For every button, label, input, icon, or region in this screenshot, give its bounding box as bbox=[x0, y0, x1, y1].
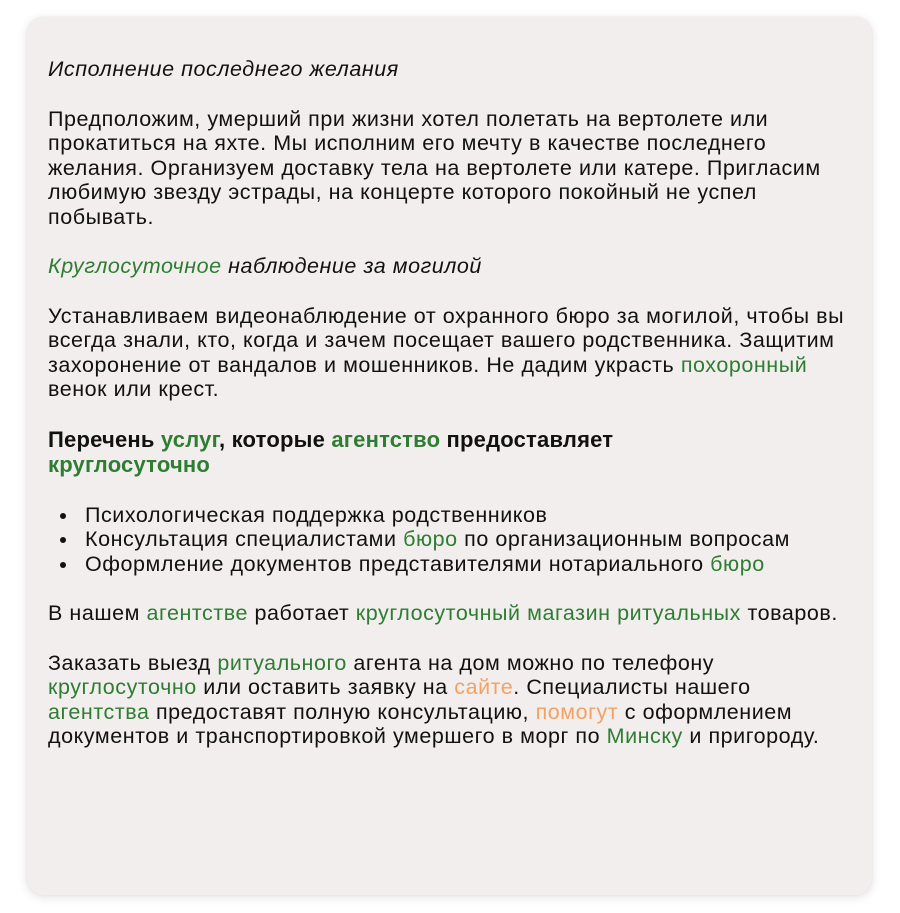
link-services[interactable]: услуг bbox=[160, 426, 219, 452]
text: по организационным вопросам bbox=[457, 527, 790, 551]
link-round-the-clock[interactable]: Круглосуточное bbox=[48, 254, 222, 278]
text: или оставить заявку на bbox=[196, 675, 455, 699]
link-minsk[interactable]: Минску bbox=[606, 724, 683, 748]
paragraph-shop bbox=[48, 601, 851, 626]
text: Перечень bbox=[48, 426, 161, 452]
content-card bbox=[27, 17, 872, 895]
paragraph-last-wish: Предположим, умерший при жизни хотел полетать на вертолете или прокатиться на яхте. Мы исполним его мечту в качестве последнего желания. Организуем доставку тела на вертолете или катере. Пригласим любимую звезду эстрады, на концерте которого покойный не успел побывать. bbox=[48, 106, 821, 229]
text: Консультация специалистами bbox=[85, 527, 404, 551]
article-body bbox=[48, 57, 851, 749]
text: предоставят полную консультацию, bbox=[149, 699, 536, 724]
paragraph-order bbox=[48, 651, 851, 749]
subtitle-grave-surveillance bbox=[48, 254, 851, 279]
services-list bbox=[48, 503, 851, 577]
list-item bbox=[85, 552, 851, 577]
text: предоставляет bbox=[440, 426, 614, 452]
text: В нашем bbox=[48, 601, 147, 625]
text: Устанавливаем видеонаблюдение от охранного бюро за могилой, чтобы вы всегда знали, кто, когда и зачем посещает вашего родственника. Защитим захоронение от вандалов и мошенников. Не дадим украсть bbox=[48, 303, 845, 377]
link-help[interactable]: помогут bbox=[535, 699, 619, 724]
link-site[interactable]: сайте bbox=[454, 675, 514, 699]
paragraph-grave-surveillance bbox=[48, 304, 851, 402]
text: агента на дом можно по телефону bbox=[346, 650, 715, 675]
subtitle-last-wish: Исполнение последнего желания bbox=[48, 57, 399, 81]
text: работает bbox=[247, 601, 356, 625]
link-funeral[interactable]: похоронный bbox=[680, 352, 808, 377]
text: товаров. bbox=[740, 601, 838, 625]
link-ritual[interactable]: ритуального bbox=[217, 650, 347, 675]
list-item bbox=[85, 503, 851, 528]
list-item bbox=[85, 527, 851, 552]
text: . Специалисты нашего bbox=[513, 675, 751, 699]
services-heading bbox=[48, 427, 851, 477]
link-bureau-2[interactable]: бюро bbox=[710, 551, 765, 576]
text: с оформлением документов и транспортировкой умершего в морг по bbox=[48, 699, 793, 748]
link-agency-3[interactable]: агентства bbox=[48, 699, 150, 724]
link-round-the-clock-3[interactable]: круглосуточно bbox=[48, 675, 197, 699]
text: , которые bbox=[219, 426, 332, 452]
text: и пригороду. bbox=[682, 724, 820, 748]
text: Психологическая поддержка родственников bbox=[85, 502, 548, 527]
link-bureau[interactable]: бюро bbox=[403, 527, 458, 551]
subtitle-text: наблюдение за могилой bbox=[221, 254, 482, 278]
link-agency-2[interactable]: агентстве bbox=[146, 601, 248, 625]
text: Оформление документов представителями нотариального bbox=[85, 551, 711, 576]
link-shop[interactable]: круглосуточный магазин ритуальных bbox=[355, 601, 741, 625]
link-round-the-clock-2[interactable]: круглосуточно bbox=[48, 451, 211, 477]
link-agency[interactable]: агентство bbox=[331, 426, 441, 452]
text: Заказать выезд bbox=[48, 650, 218, 675]
text: венок или крест. bbox=[48, 377, 220, 401]
